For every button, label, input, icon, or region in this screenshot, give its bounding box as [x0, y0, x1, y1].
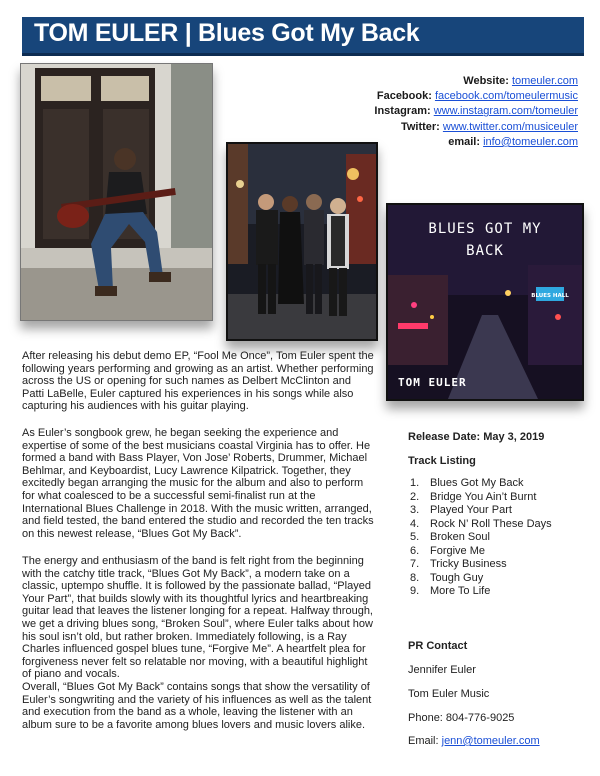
- track-listing-heading: Track Listing: [408, 455, 476, 467]
- list-item: 9. More To Life: [410, 585, 491, 597]
- contact-website: Website: tomeuler.com: [463, 75, 578, 87]
- twitter-link[interactable]: www.twitter.com/musiceuler: [442, 120, 578, 133]
- contact-instagram: Instagram: www.instagram.com/tomeuler: [374, 105, 578, 118]
- contact-facebook: Facebook: facebook.com/tomeulermusic: [376, 90, 578, 103]
- contact-twitter: Twitter: www.twitter.com/musiceuler: [400, 120, 578, 133]
- album-artist: TOM EULER: [398, 376, 467, 389]
- band-photo: [226, 142, 378, 341]
- pr-contact-phone: Phone: 804-776-9025: [408, 712, 515, 724]
- list-item: 2. Bridge You Ain’t Burnt: [410, 490, 537, 503]
- list-item: 7. Tricky Business: [410, 558, 507, 570]
- title-banner: [22, 17, 584, 56]
- list-item: 8. Tough Guy: [410, 571, 484, 584]
- bio-paragraph-4: Overall, “Blues Got My Back” contains songs that show the versatility of Euler’s songwriting and the variety of his influences as well as the talent and execution from the band as a whole, leaving the listener with an album sure to be a favorite among blues lovers and music lovers alike.: [22, 681, 372, 731]
- track-list: [408, 477, 586, 599]
- list-item: 3. Played Your Part: [410, 504, 512, 516]
- album-cover: [386, 203, 584, 401]
- page-title: TOM EULER | Blues Got My Back: [34, 19, 420, 47]
- bio-paragraph-2: As Euler’s songbook grew, he began seeking the experience and expertise of some of the best musicians coastal Virginia has to offer. He formed a band with Bass Player, Von Jose’ Roberts, Drummer, Michael Behlmar, and Keyboardist, Lucy Lawrence Kilpatrick. Together, they excitedly began arranging the music for the album and also to perform for what coalesced to be a successful semi-finalist run at the International Blues Challenge in 2018. With the music written, arranged, and field tested, the band entered the studio and recorded the ten tracks on this newest release, “Blues Got My Back”.: [22, 427, 374, 540]
- list-item: 5. Broken Soul: [410, 531, 490, 543]
- pr-contact-heading: PR Contact: [408, 640, 468, 652]
- bio-paragraph-1: After releasing his debut demo EP, “Fool Me Once”, Tom Euler spent the following years performing and growing as an artist. Whether performing across the US or opening for such names as Delbert McClinton and Patti LaBelle, Euler captured his experiences in his songs while also capturing his audiences with his guitar playing.: [22, 350, 374, 413]
- instagram-link[interactable]: www.instagram.com/tomeuler: [433, 105, 578, 118]
- pr-contact-name: Jennifer Euler: [408, 664, 476, 676]
- album-sign-text: BLUES HALL: [531, 293, 569, 299]
- list-item: 6. Forgive Me: [410, 544, 486, 557]
- pr-email-link[interactable]: jenn@tomeuler.com: [441, 735, 540, 747]
- bio-paragraph-3: The energy and enthusiasm of the band is felt right from the beginning with the catchy title track, “Blues Got My Back”, a modern take on a classic, uptempo shuffle. It is followed by the passionate ballad, “Played Your Part”, that builds slowly with its thoughtful lyrics and heartbreaking guitar lead that leaves the listener longing for a repeat. Halfway through, we get a driving blues song, “Broken Soul”, where Euler talks about how his soul isn’t old, but rather broken. Immediately following, is a Ray Charles influenced gospel blues tune, “Forgive Me”. A heartfelt plea for forgiveness never felt so relatable nor moving, with a beautiful highlight of piano and vocals.: [22, 555, 373, 681]
- pr-contact-org: Tom Euler Music: [408, 688, 490, 700]
- pr-contact-email: Email: jenn@tomeuler.com: [408, 735, 540, 747]
- contact-block: [288, 74, 578, 150]
- list-item: 1. Blues Got My Back: [410, 477, 524, 489]
- release-date: Release Date: May 3, 2019: [408, 431, 545, 443]
- album-title-line2: BACK: [466, 243, 504, 259]
- list-item: 4. Rock N’ Roll These Days: [410, 517, 552, 530]
- website-link[interactable]: tomeuler.com: [511, 75, 578, 87]
- email-link[interactable]: info@tomeuler.com: [483, 135, 578, 148]
- contact-email: email: info@tomeuler.com: [448, 135, 578, 148]
- guitarist-photo: [20, 63, 213, 321]
- facebook-link[interactable]: facebook.com/tomeulermusic: [434, 90, 578, 103]
- album-title-line1: BLUES GOT MY: [428, 221, 542, 237]
